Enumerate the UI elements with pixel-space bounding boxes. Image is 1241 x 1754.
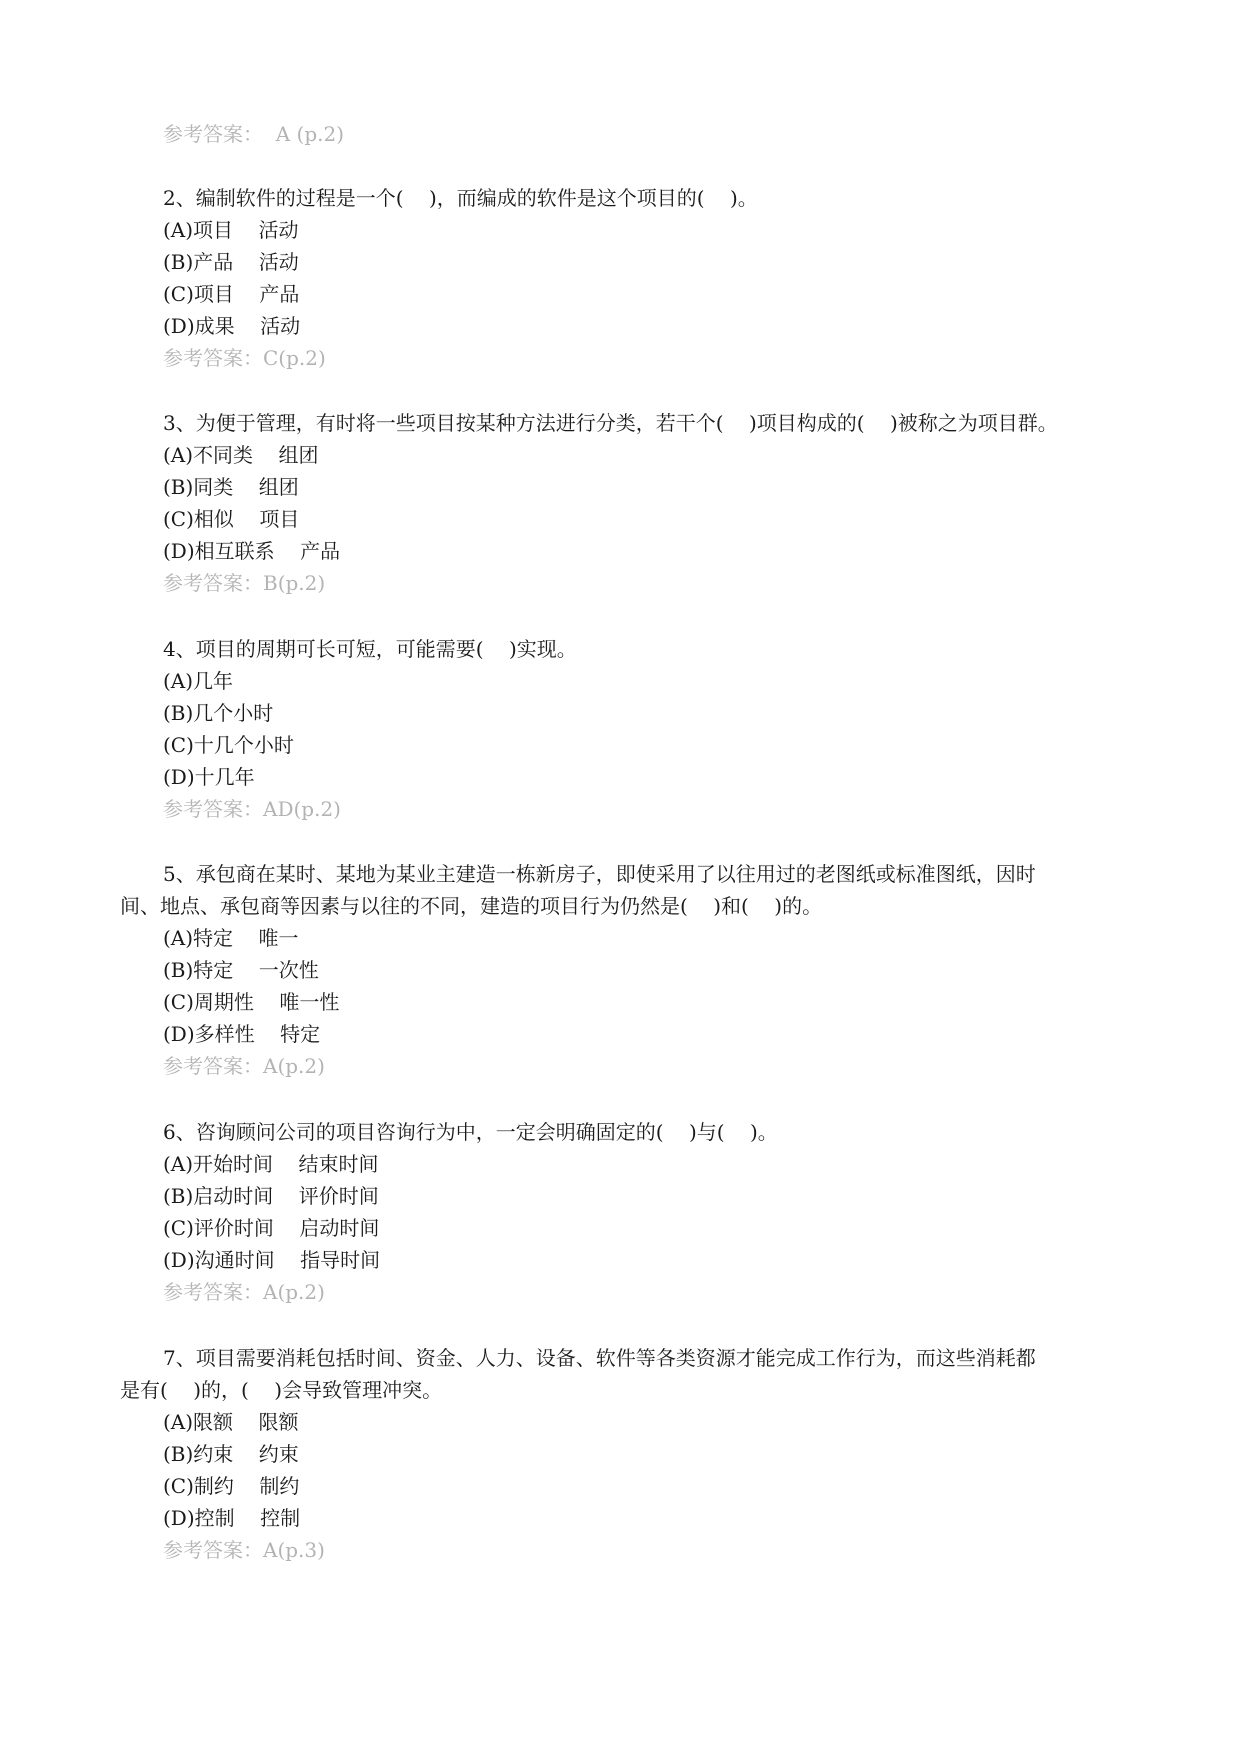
question-2-option-d: (D)成果 活动 xyxy=(163,314,301,338)
question-5-stem-continued: 间、地点、承包商等因素与以往的不同，建造的项目行为仍然是( )和( )的。 xyxy=(120,894,823,918)
question-2-option-a: (A)项目 活动 xyxy=(163,218,299,242)
question-7-option-d: (D)控制 控制 xyxy=(163,1506,301,1530)
question-2-stem: 2、编制软件的过程是一个( )，而编成的软件是这个项目的( )。 xyxy=(163,186,758,210)
question-4-answer: 参考答案：AD(p.2) xyxy=(163,797,341,821)
question-7-option-b: (B)约束 约束 xyxy=(163,1442,299,1466)
question-6-option-d: (D)沟通时间 指导时间 xyxy=(163,1248,381,1272)
question-5-option-a: (A)特定 唯一 xyxy=(163,926,299,950)
question-7-option-a: (A)限额 限额 xyxy=(163,1410,299,1434)
question-5-option-c: (C)周期性 唯一性 xyxy=(163,990,340,1014)
question-4-option-d: (D)十几年 xyxy=(163,765,255,789)
question-5-answer: 参考答案：A(p.2) xyxy=(163,1054,325,1078)
question-3-option-a: (A)不同类 组团 xyxy=(163,443,319,467)
question-2-option-b: (B)产品 活动 xyxy=(163,250,299,274)
question-2-option-c: (C)项目 产品 xyxy=(163,282,300,306)
question-3-option-c: (C)相似 项目 xyxy=(163,507,300,531)
question-3-option-d: (D)相互联系 产品 xyxy=(163,539,341,563)
question-4-option-a: (A)几年 xyxy=(163,669,234,693)
question-6-stem: 6、咨询顾问公司的项目咨询行为中，一定会明确固定的( )与( )。 xyxy=(163,1120,778,1144)
question-7-stem: 7、项目需要消耗包括时间、资金、人力、设备、软件等各类资源才能完成工作行为，而这些消耗都 xyxy=(163,1346,1036,1370)
question-7-answer: 参考答案：A(p.3) xyxy=(163,1538,325,1562)
question-5-option-b: (B)特定 一次性 xyxy=(163,958,319,982)
question-3-stem: 3、为便于管理，有时将一些项目按某种方法进行分类，若干个( )项目构成的( )被称之为项目群。 xyxy=(163,411,1058,435)
answer-text: 参考答案： A (p.2) xyxy=(163,122,345,146)
question-7-option-c: (C)制约 制约 xyxy=(163,1474,300,1498)
question-5-stem: 5、承包商在某时、某地为某业主建造一栋新房子，即使采用了以往用过的老图纸或标准图纸，因时 xyxy=(163,862,1036,886)
question-2-answer: 参考答案：C(p.2) xyxy=(163,346,326,370)
question-6-answer: 参考答案：A(p.2) xyxy=(163,1280,325,1304)
question-3-answer: 参考答案：B(p.2) xyxy=(163,571,326,595)
question-4-stem: 4、项目的周期可长可短，可能需要( )实现。 xyxy=(163,637,577,661)
question-4-option-c: (C)十几个小时 xyxy=(163,733,294,757)
question-6-option-a: (A)开始时间 结束时间 xyxy=(163,1152,379,1176)
question-6-option-b: (B)启动时间 评价时间 xyxy=(163,1184,379,1208)
question-7-stem-continued: 是有( )的，( )会导致管理冲突。 xyxy=(120,1378,443,1402)
question-5-option-d: (D)多样性 特定 xyxy=(163,1022,321,1046)
question-4-option-b: (B)几个小时 xyxy=(163,701,274,725)
question-6-option-c: (C)评价时间 启动时间 xyxy=(163,1216,380,1240)
question-3-option-b: (B)同类 组团 xyxy=(163,475,299,499)
